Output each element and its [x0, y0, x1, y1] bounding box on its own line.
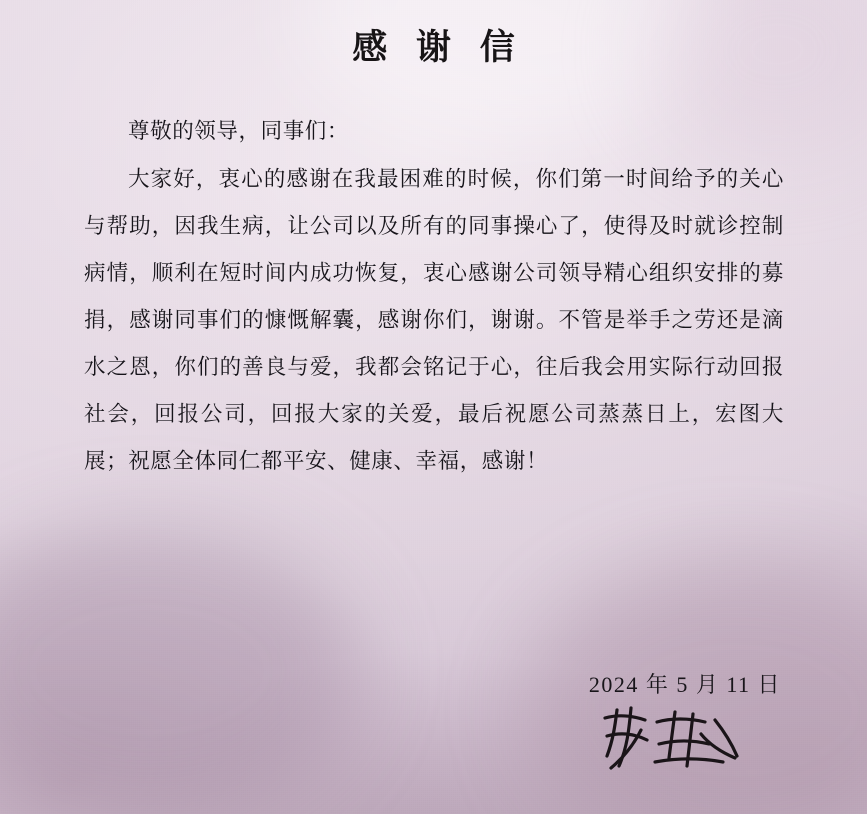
letter-body — [84, 108, 784, 485]
paper-shade-bottom-left — [0, 520, 360, 814]
signature-icon — [597, 700, 747, 780]
letter-paragraph: 大家好，衷心的感谢在我最困难的时候，你们第一时间给予的关心与帮助，因我生病，让公司以及所有的同事操心了，使得及时就诊控制病情，顺利在短时间内成功恢复，衷心感谢公司领导精心组织安排的募捐，感谢同事们的慷慨解囊，感谢你们，谢谢。不管是举手之劳还是滴水之恩，你们的善良与爱，我都会铭记于心，往后我会用实际行动回报社会，回报公司，回报大家的关爱，最后祝愿公司蒸蒸日上，宏图大展；祝愿全体同仁都平安、健康、幸福，感谢！ — [84, 167, 784, 473]
document-title: 感 谢 信 — [352, 28, 525, 67]
letter-date: 2024 年 5 月 11 日 — [588, 672, 781, 697]
letter-salutation: 尊敬的领导，同事们： — [128, 119, 350, 143]
